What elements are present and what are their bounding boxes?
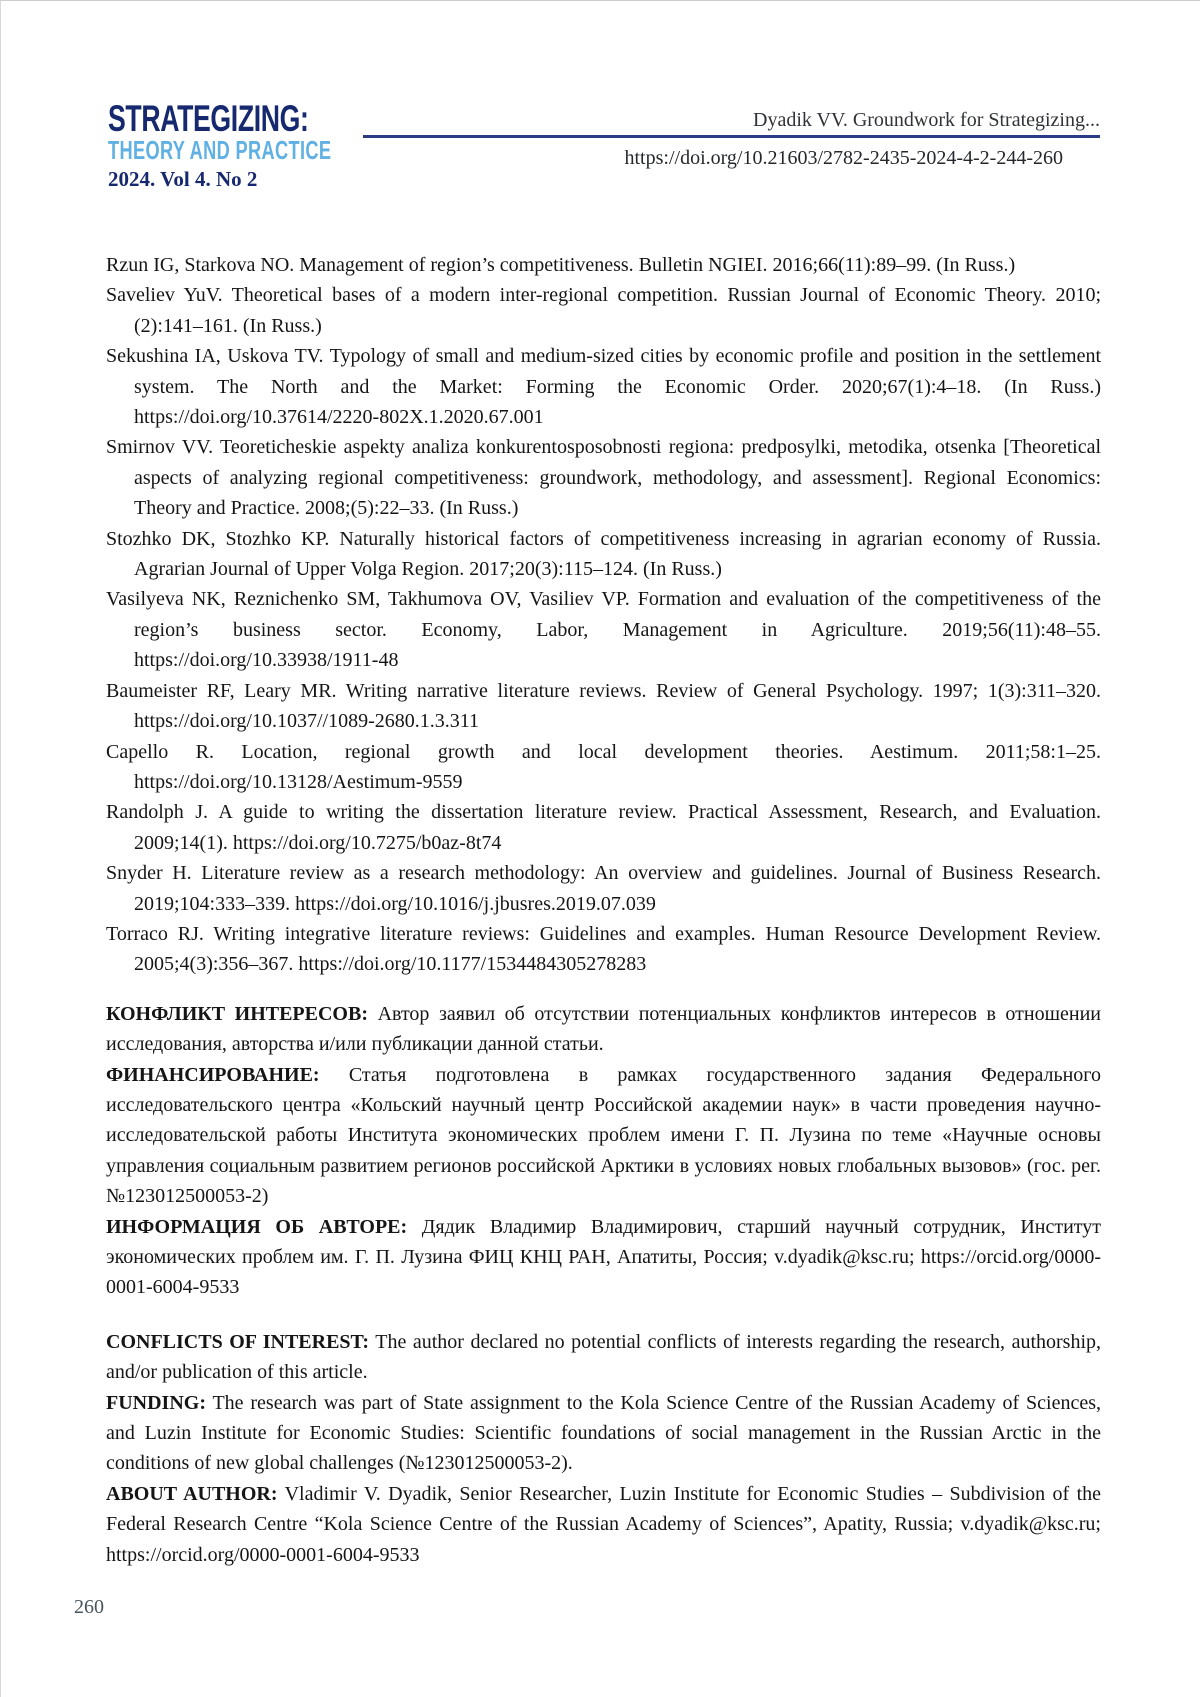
funding-en-paragraph (106, 1388, 1101, 1479)
reference-item: Snyder H. Literature review as a research methodology: An overview and guidelines. Journal of Business Research. 2019;104:333–339. https://doi.org/10.1016/j.jbusres.2019.07.039 (106, 862, 1101, 915)
conflict-of-interest-en-text: The author declared no potential conflicts of interests regarding the research, authorship, and/or publication of this article. (106, 1330, 1101, 1384)
author-info-ru-label: ИНФОРМАЦИЯ ОБ АВТОРЕ: (106, 1215, 408, 1238)
conflict-of-interest-en-paragraph (106, 1327, 1101, 1388)
reference-item: Saveliev YuV. Theoretical bases of a modern inter-regional competition. Russian Journal of Economic Theory. 2010;(2):141–161. (In Russ.) (106, 284, 1101, 337)
reference-item: Sekushina IA, Uskova TV. Typology of small and medium-sized cities by economic profile and position in the settlement system. The North and the Market: Forming the Economic Order. 2020;67(1):4–18. (In Russ.) https://doi.org/10.37614/2220-802X.1.2020.67.001 (106, 345, 1101, 429)
page-number: 260 (74, 1596, 104, 1618)
reference-item: Torraco RJ. Writing integrative literature reviews: Guidelines and examples. Human Resource Development Review. 2005;4(3):356–367. https://doi.org/10.1177/1534484305278283 (106, 922, 1101, 976)
reference-item: Capello R. Location, regional growth and local development theories. Aestimum. 2011;58:1–25. https://doi.org/10.13128/Aestimum-9559 (106, 740, 1101, 793)
russian-statements-section (106, 999, 1101, 1303)
about-author-en-text: Vladimir V. Dyadik, Senior Researcher, Luzin Institute for Economic Studies – Subdivision of the Federal Research Centre “Kola Science Centre of the Russian Academy of Sciences”, Apatity, Russia; v.dyadik@ksc.ru; https://orcid.org/0000-0001-6004-9533 (106, 1482, 1102, 1566)
funding-ru-text: Статья подготовлена в рамках государственного задания Федерального исследовательского центра «Кольский научный центр Российской академии наук» в части проведения научно-исследовательской работы Института экономических проблем имени Г. П. Лузина по теме «Научные основы управления социальным развитием регионов российской Арктики в условиях новых глобальных вызовов» (гос. рег. №123012500053-2) (106, 1063, 1102, 1208)
about-author-en-label: ABOUT AUTHOR: (106, 1482, 278, 1505)
reference-item: Randolph J. A guide to writing the dissertation literature review. Practical Assessment, Research, and Evaluation. 2009;14(1). https://doi.org/10.7275/b0az-8t74 (106, 801, 1101, 854)
conflict-of-interest-ru-label: КОНФЛИКТ ИНТЕРЕСОВ: (106, 1002, 368, 1025)
article-doi: https://doi.org/10.21603/2782-2435-2024-4-2-244-260 (624, 147, 1063, 169)
running-head: Dyadik VV. Groundwork for Strategizing... (753, 109, 1100, 131)
header-rule (363, 135, 1100, 138)
reference-item: Smirnov VV. Teoreticheskie aspekty analiza konkurentosposobnosti regiona: predposylki, metodika, otsenka [Theoretical aspects of analyzing regional competitiveness: groundwork, methodology, and assessment]. Regional Economics: Theory and Practice. 2008;(5):22–33. (In Russ.) (106, 436, 1101, 520)
reference-item: Rzun IG, Starkova NO. Management of region’s competitiveness. Bulletin NGIEI. 2016;66(11):89–99. (In Russ.) (106, 254, 1016, 276)
journal-issue: 2024. Vol 4. No 2 (108, 167, 258, 191)
reference-list (106, 250, 1101, 980)
english-statements-section (106, 1327, 1101, 1570)
funding-en-text: The research was part of State assignment to the Kola Science Centre of the Russian Academy of Sciences, and Luzin Institute for Economic Studies: Scientific foundations of social management in the Russian Arctic in the conditions of new global challenges (№123012500053-2). (106, 1391, 1102, 1475)
page-content (106, 250, 1101, 1570)
journal-logo-subtitle: THEORY AND PRACTICE (108, 135, 332, 165)
funding-ru-paragraph (106, 1060, 1101, 1212)
funding-en-label: FUNDING: (106, 1391, 206, 1414)
about-author-en-paragraph (106, 1479, 1101, 1570)
reference-item: Vasilyeva NK, Reznichenko SM, Takhumova OV, Vasiliev VP. Formation and evaluation of the competitiveness of the region’s business sector. Economy, Labor, Management in Agriculture. 2019;56(11):48–55. https://doi.org/10.33938/1911-48 (106, 588, 1101, 672)
conflict-of-interest-ru-text: Автор заявил об отсутствии потенциальных конфликтов интересов в отношении исследования, авторства и/или публикации данной статьи. (106, 1002, 1102, 1056)
funding-ru-label: ФИНАНСИРОВАНИЕ: (106, 1063, 320, 1086)
author-info-ru-text: Дядик Владимир Владимирович, старший научный сотрудник, Институт экономических проблем им. Г. П. Лузина ФИЦ КНЦ РАН, Апатиты, Россия; v.dyadik@ksc.ru; https://orcid.org/0000-0001-6004-9533 (106, 1215, 1101, 1299)
conflict-of-interest-en-label: CONFLICTS OF INTEREST: (106, 1330, 370, 1353)
conflict-of-interest-ru-paragraph (106, 999, 1101, 1060)
reference-item: Baumeister RF, Leary MR. Writing narrative literature reviews. Review of General Psychology. 1997; 1(3):311–320. https://doi.org/10.1037//1089-2680.1.3.311 (106, 679, 1101, 733)
journal-logo-title: STRATEGIZING: (108, 98, 309, 139)
author-info-ru-paragraph (106, 1212, 1101, 1303)
journal-logo (108, 98, 368, 192)
reference-item: Stozhko DK, Stozhko KP. Naturally historical factors of competitiveness increasing in agrarian economy of Russia. Agrarian Journal of Upper Volga Region. 2017;20(3):115–124. (In Russ.) (106, 527, 1101, 581)
